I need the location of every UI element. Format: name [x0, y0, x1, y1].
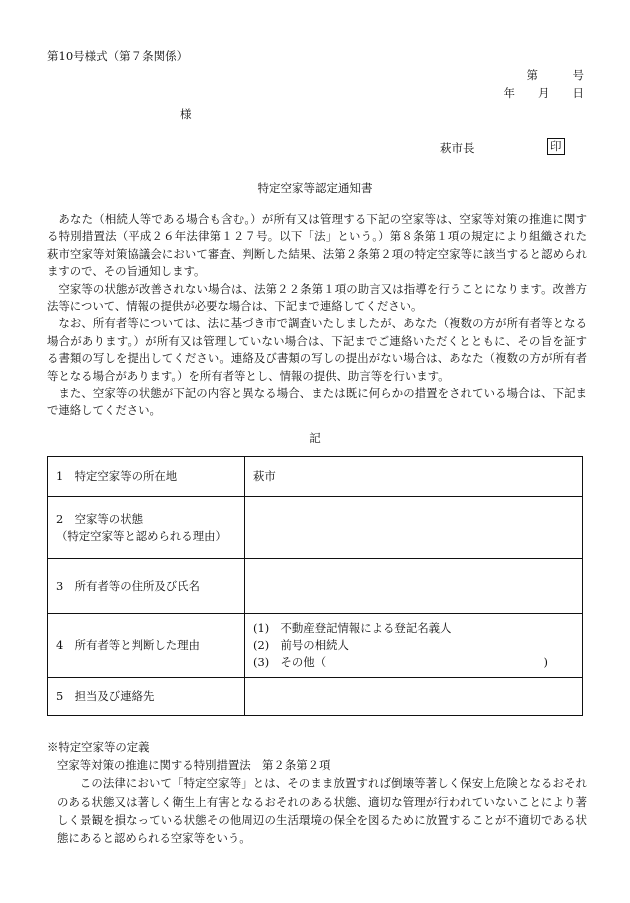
- definition-section: [47, 738, 587, 847]
- row-label: 1 特定空家等の所在地: [48, 457, 245, 497]
- table-row: [48, 614, 583, 678]
- row-value: [245, 497, 583, 559]
- definition-heading: ※特定空家等の定義: [47, 740, 150, 754]
- seal-box: 印: [547, 138, 565, 155]
- row-label: [48, 497, 245, 559]
- paragraph: あなた（相続人等である場合も含む。）が所有又は管理する下記の空家等は、空家等対策の推進に関する特別措置法（平成２６年法律第１２７号。以下「法」という。）第８条第１項の規定により組織された萩市空家等対策協議会において審査、判断した結果、法第２条第２項の特定空家等に該当すると認められますので、その旨通知します。: [47, 212, 587, 279]
- option-line: [253, 654, 574, 671]
- date-line: 年 月 日: [503, 86, 584, 100]
- option-close-paren: ): [543, 655, 548, 669]
- form-number: 第10号様式（第７条関係）: [47, 49, 189, 63]
- row-label: 5 担当及び連絡先: [48, 678, 245, 716]
- table-row: [48, 457, 583, 497]
- paragraph: なお、所有者等については、法に基づき市で調査いたしましたが、あなた（複数の方が所有者等となる場合があります。）が所有又は管理していない場合は、下記までご連絡いただくとともに、その旨を証する書類の写しを提出してください。連絡及び書類の写しの提出がない場合は、あなた（複数の方が所有者等となる場合があります。）を所有者等とし、情報の提供、助言等を行います。: [47, 316, 587, 383]
- document-number-line: 第 号: [526, 68, 584, 82]
- notice-body: [47, 211, 587, 420]
- row-label: 4 所有者等と判断した理由: [48, 614, 245, 678]
- row-value: [245, 614, 583, 678]
- option-line: (2) 前号の相続人: [253, 638, 349, 652]
- row-label: 3 所有者等の住所及び氏名: [48, 559, 245, 614]
- sender-name: 萩市長: [440, 141, 475, 155]
- option-line: (1) 不動産登記情報による登記名義人: [253, 621, 452, 635]
- definition-body: この法律において「特定空家等」とは、そのまま放置すれば倒壊等著しく保安上危険となるおそれのある状態又は著しく衛生上有害となるおそれのある状態、適切な管理が行われていないことにより著しく景観を損なっている状態その他周辺の生活環境の保全を図るために放置することが不適切である状態にあると認められる空家等をいう。: [57, 776, 587, 846]
- table-row: [48, 497, 583, 559]
- option-other: (3) その他（: [253, 655, 327, 669]
- row-label-line: （特定空家等と認められる理由）: [56, 528, 227, 543]
- ki-heading: 記: [309, 431, 321, 445]
- details-table: [47, 456, 583, 716]
- definition-law: 空家等対策の推進に関する特別措置法 第２条第２項: [57, 758, 331, 773]
- table-row: [48, 678, 583, 716]
- paragraph: また、空家等の状態が下記の内容と異なる場合、または既に何らかの措置をされている場合は、下記まで連絡してください。: [47, 386, 587, 418]
- row-value: [245, 678, 583, 716]
- document-title: 特定空家等認定通知書: [257, 181, 373, 195]
- addressee-suffix: 様: [180, 107, 192, 121]
- row-value: [245, 559, 583, 614]
- row-label-line: 2 空家等の状態: [56, 511, 143, 526]
- paragraph: 空家等の状態が改善されない場合は、法第２２条第１項の助言又は指導を行うことになります。改善方法等について、情報の提供が必要な場合は、下記まで連絡してください。: [47, 281, 587, 314]
- table-row: [48, 559, 583, 614]
- row-value: 萩市: [245, 457, 583, 497]
